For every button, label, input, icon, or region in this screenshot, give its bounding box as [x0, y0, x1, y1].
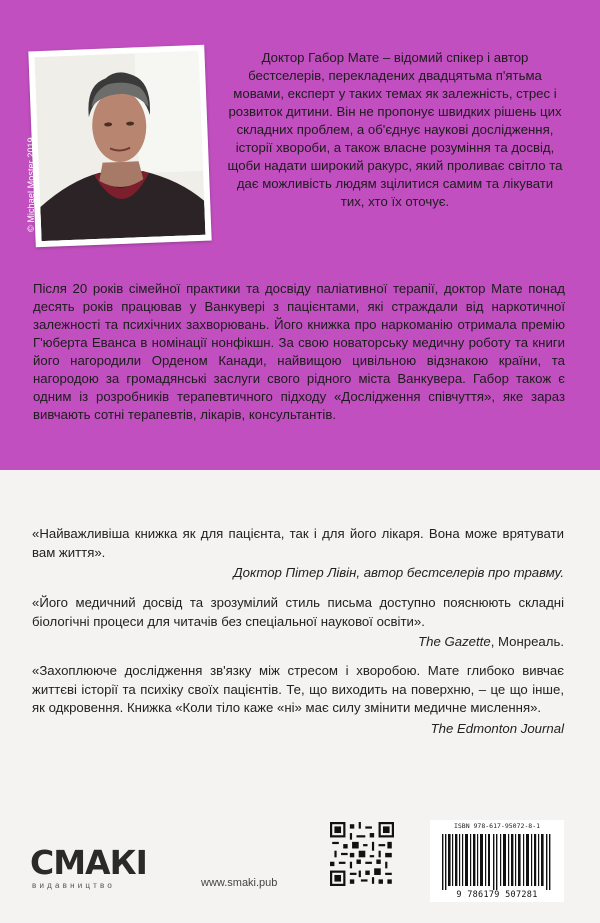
- review-quote-3: [32, 662, 564, 738]
- review-quote-1: [32, 525, 564, 582]
- review-quote-2: [32, 594, 564, 651]
- quote-text: «Захоплююче дослідження зв'язку між стресом і хворобою. Мате глибоко вивчає життєві історії та психіку своїх пацієнтів. Те, що виходить на поверхню, – це що інше, як одкровення. Книжка «Коли тіло каже «ні» має силу змінити медичне мислення».: [32, 663, 564, 715]
- author-bio: Доктор Габор Мате – відомий спікер і автор бестселерів, перекладених двадцятьма п'ятьма мовами, експерт у таких темах як залежність, стрес і розвиток дитини. Він не пропонує швидких рішень цих складних проблем, а об'єднує наукові дослідження, історії хвороби, а також власне розуміння та досвід, щоби надати широкий ракурс, який проливає світло та дає можливість людям зцілитися самим та лікувати тих, хто їх оточує.: [227, 50, 563, 209]
- publisher-logo: СМАКІ: [30, 843, 147, 882]
- isbn-text: ISBN 978-617-95072-8-1: [453, 822, 541, 830]
- barcode-bars: [434, 834, 560, 890]
- quote-source: Доктор Пітер Лівін, автор бестселерів про травму.: [233, 565, 564, 580]
- author-career: Після 20 років сімейної практики та досвіду паліативної терапії, доктор Мате понад десять років працював у Ванкувері з пацієнтами, які страждали від наркотичної залежності та психічних захворювань. Його книжка про наркоманію отримала премію Г'юберта Еванса в номінації нонфікшн. За свою новаторську медичну роботу та книги його нагородили Орденом Канади, найвищою цивільною відзнакою країни, та нагородою за громадянські заслуги свого рідного міста Ванкувера. Габор також є одним із розробників терапевтичного підходу «Дослідження співчуття», яке зараз вивчають сотні терапевтів, лікарів, консультантів.: [33, 281, 565, 422]
- author-portrait-image: [35, 51, 206, 241]
- photo-credit: © Michael Moster 2019: [26, 137, 36, 232]
- qr-code-icon: [330, 822, 394, 886]
- author-photo: [35, 51, 206, 241]
- publisher-subtitle: видавництво: [32, 881, 116, 890]
- quote-text: «Його медичний досвід та зрозумілий стиль письма доступно пояснюють складні біологічні процеси для читачів без спеціальної наукової освіти».: [32, 595, 564, 629]
- author-photo-frame: [28, 45, 211, 248]
- quote-source-city: , Монреаль.: [490, 634, 564, 649]
- quote-source-publication: The Gazette: [418, 634, 491, 649]
- quote-text: «Найважливіша книжка як для пацієнта, так і для його лікаря. Вона може врятувати вам життя».: [32, 526, 564, 560]
- quote-source: The Edmonton Journal: [430, 720, 564, 736]
- quote-source: [32, 633, 564, 651]
- barcode-number: 9 786179 507281: [456, 890, 538, 900]
- barcode: [430, 820, 564, 902]
- publisher-url[interactable]: www.smaki.pub: [201, 877, 278, 889]
